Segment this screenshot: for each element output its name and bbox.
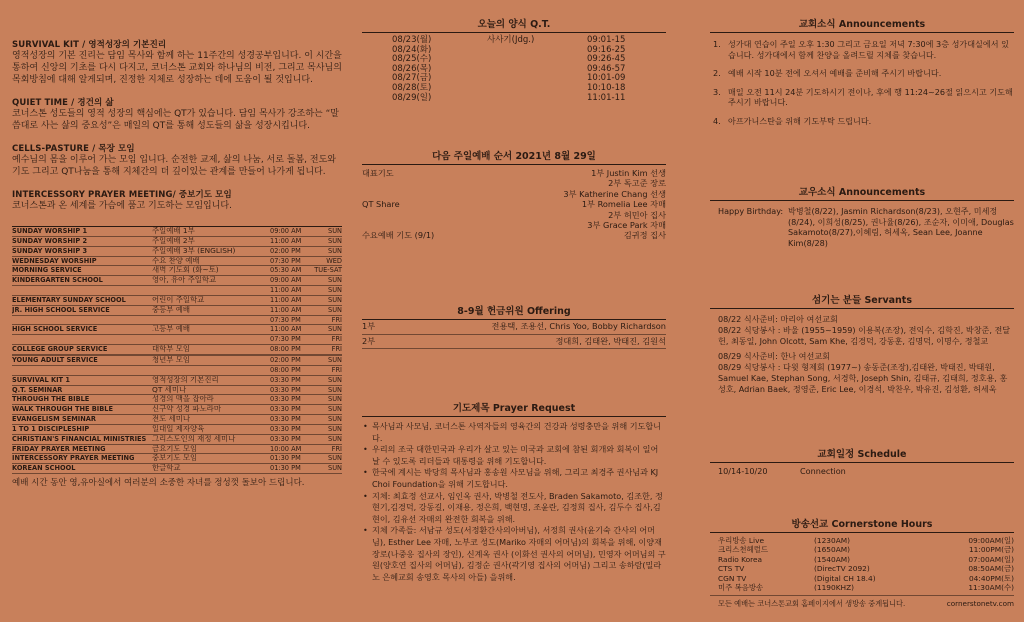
worship-row	[362, 230, 666, 240]
service-time: 07:30 PM	[270, 256, 301, 265]
service-time: 07:30 PM	[270, 315, 301, 324]
ministry-column	[12, 0, 342, 622]
service-day: SUN	[328, 415, 342, 424]
service-time: 03:30 PM	[270, 385, 301, 394]
ministry-intro	[12, 38, 342, 212]
schedule-row	[12, 266, 342, 276]
service-name	[12, 316, 152, 325]
service-name: SUNDAY WORSHIP 3	[12, 246, 88, 255]
service-day: SUN	[328, 395, 342, 404]
service-name-korean: QT 세미나	[152, 385, 187, 394]
service-name: 1 TO 1 DISCIPLESHIP	[12, 424, 90, 433]
broadcast-station: Radio Korea	[718, 554, 763, 564]
broadcast-section	[710, 516, 1014, 609]
service-time: 11:00 AM	[270, 286, 302, 295]
schedule-row	[12, 395, 342, 405]
service-name-korean: 새벽 기도회 (화~토)	[152, 266, 219, 275]
broadcast-frequency: (1650AM)	[814, 545, 851, 555]
offering-section	[362, 303, 666, 349]
birthday-label: Happy Birthday:	[718, 206, 784, 216]
service-name-korean	[152, 286, 270, 295]
service-name: COLLEGE GROUP SERVICE	[12, 345, 108, 354]
service-name-korean: 주일예배 3부 (ENGLISH)	[152, 246, 236, 255]
service-day: FRI	[331, 345, 342, 354]
broadcast-time: 09:00AM(일)	[968, 536, 1014, 545]
broadcast-time: 11:30AM(수)	[968, 583, 1014, 593]
worship-role	[362, 210, 452, 220]
qt-row	[362, 94, 666, 104]
servants-title: 섬기는 분들 Servants	[710, 292, 1014, 309]
service-day: FRI	[331, 335, 342, 344]
offering-names: 정대희, 김태완, 박태진, 김원석	[555, 335, 666, 346]
broadcast-frequency: (DirecTV 2092)	[814, 564, 870, 574]
prayer-item: • 목사님과 사모님, 코너스톤 사역자들의 영육간의 건강과 성령충만을 위해 기도합니다.	[362, 421, 666, 444]
broadcast-time: 07:00AM(일)	[968, 554, 1014, 564]
broadcast-frequency: (1540AM)	[814, 554, 851, 564]
ministry-description: 영적성장의 기본 진리는 담임 목사와 함께 하는 11주간의 성경공부입니다. 이 시간을 통하여 신앙의 기초를 다시 다지고, 코너스톤 교회와 하나님의 비전, 그리고 목사님의 목회방침에 대해 알게되며, 진정한 지체로 성장하는 데에 도움이 될 것입니다.	[12, 51, 342, 85]
broadcast-frequency: (1190KHZ)	[814, 583, 855, 593]
servants-line: 08/29 식당봉사 : 다윗 형제회 (1977~) 송동준(조장),김태완, 박태진, 박태원, Samuel Kae, Stephan Song, 서경학, Joseph Shin, 김태규, 김태희, 정호용, 홍성호, Adrian Baek, 정영준, Eric Lee, 이경석, 박찬우, 박유진, 김성환, 허세욱	[718, 362, 1008, 394]
prayer-item: • 우리의 조국 대한민국과 우리가 살고 있는 미국과 교회에 참된 회개와 회복이 일어날 수 있도록 리더들과 대통령을 위해 기도합니다.	[362, 444, 666, 467]
broadcast-row	[710, 574, 1014, 583]
schedule-row	[12, 227, 342, 237]
offering-title: 8-9월 헌금위원 Offering	[362, 303, 666, 320]
broadcast-row	[710, 564, 1014, 573]
service-day: SUN	[328, 424, 342, 433]
broadcast-row	[710, 583, 1014, 592]
service-name: EVANGELISM SEMINAR	[12, 415, 96, 424]
qt-book: 사사기(Jdg.)	[487, 35, 535, 45]
broadcast-time: 04:40PM(토)	[968, 573, 1014, 583]
servants-line: 08/22 식사준비: 마리아 여선교회	[718, 314, 838, 324]
qt-date: 08/29(일)	[392, 92, 432, 103]
worship-person: 1부 Justin Kim 선생	[591, 168, 666, 178]
servants-block	[718, 314, 1014, 346]
worship-role: QT Share	[362, 199, 400, 210]
service-day: SUN	[328, 227, 342, 235]
service-time: 09:00 AM	[270, 276, 302, 285]
service-time: 03:30 PM	[270, 434, 301, 443]
offering-names: 전용택, 조용선, Chris Yoo, Bobby Richardson	[491, 321, 666, 331]
qt-section	[362, 16, 666, 103]
service-name-korean: 일대일 제자양육	[152, 424, 205, 433]
service-name-korean: 어린이 주일학교	[152, 295, 205, 304]
qt-book	[487, 74, 587, 84]
service-day: SUN	[328, 246, 342, 255]
service-name-korean: 영아, 유아 주일학교	[152, 276, 217, 285]
news-text: 아프가니스탄을 위해 기도부탁 드립니다.	[728, 115, 872, 126]
schedule-row	[12, 316, 342, 326]
worship-row	[362, 220, 666, 230]
news-item	[710, 116, 1014, 127]
service-time: 10:00 AM	[270, 444, 302, 453]
qt-verse: 09:01-15	[587, 35, 626, 45]
service-time: 11:00 AM	[270, 325, 302, 334]
news-item	[710, 39, 1014, 60]
service-day: FRI	[331, 315, 342, 324]
schedule-row	[12, 425, 342, 435]
service-time: 11:00 AM	[270, 236, 302, 245]
schedule-row	[12, 356, 342, 366]
worship-person: 2부 허민아 집사	[608, 209, 666, 220]
broadcast-station: 미주 복음방송	[718, 583, 764, 593]
service-time: 05:30 AM	[270, 266, 302, 275]
service-name: KINDERGARTEN SCHOOL	[12, 276, 103, 285]
service-name-korean: 한글학교	[152, 464, 181, 473]
service-day: FRI	[331, 365, 342, 374]
service-name	[12, 286, 152, 295]
schedule-row	[12, 386, 342, 396]
qt-date: 08/24(화)	[392, 44, 432, 55]
offering-row	[362, 335, 666, 350]
schedule-row	[12, 257, 342, 267]
worship-role	[362, 178, 452, 188]
worship-role: 대표기도	[362, 168, 394, 178]
service-name: SURVIVAL KIT 1	[12, 375, 70, 384]
servants-line: 08/22 식당봉사 : 바울 (1955~1959) 이용복(조장), 전익수, 김학진, 박창준, 전달헌, 최동일, John Olcott, Sam Khe, 김경덕, 강동훈, 김명덕, 이명수, 정철교	[718, 324, 1011, 346]
schedule-row	[12, 415, 342, 425]
ministry-description: 코너스톤과 온 세계를 가슴에 품고 기도하는 모임입니다.	[12, 201, 232, 211]
service-time: 11:00 AM	[270, 305, 302, 314]
service-name: ELEMENTARY SUNDAY SCHOOL	[12, 295, 126, 304]
service-name: WALK THROUGH THE BIBLE	[12, 405, 113, 414]
news-number: 2.	[713, 68, 721, 79]
worship-person: 3부 Grace Park 자매	[587, 220, 666, 231]
broadcast-footer: 모든 예배는 코너스톤교회 홈페이지에서 생방송 중계됩니다.	[718, 599, 906, 609]
worship-row	[362, 199, 666, 209]
childcare-note: 예배 시간 동안 영,유아실에서 여러분의 소중한 자녀를 정성껏 돌보아 드립니다.	[12, 478, 305, 489]
service-name-korean: 중등부 예배	[152, 305, 191, 314]
qt-verse: 09:46-57	[587, 63, 626, 74]
news-title: 교회소식 Announcements	[710, 16, 1014, 33]
prayer-item: • 한국에 계시는 박당희 목사님과 홍송원 사모님을 위해, 그리고 최경주 권사님과 KJ Choi Foundation을 위해 기도합니다.	[362, 467, 666, 490]
ministry-heading: SURVIVAL KIT / 영적성장의 기본진리	[12, 40, 167, 50]
broadcast-time: 08:50AM(금)	[968, 564, 1014, 574]
broadcast-url[interactable]: cornerstonetv.com	[946, 599, 1014, 609]
schedule-date: 10/14-10/20	[718, 466, 768, 476]
broadcast-row	[710, 536, 1014, 545]
schedule-row	[12, 454, 342, 464]
birthday-list: 박병철(8/22), Jasmin Richardson(8/23), 오현주, 미세정(8/24), 이희성(8/25), 권나율(8/26), 조순자, 이미애, Douglas Sakamoto(8/27),이혜림, 허세옥, Sean Lee, Joanne Kim(8/28)	[788, 206, 1014, 248]
news-column	[710, 0, 1014, 622]
member-news-section	[710, 184, 1014, 248]
service-day: SUN	[328, 305, 342, 314]
servants-block	[718, 351, 1014, 394]
schedule-row	[12, 276, 342, 286]
members-title: 교우소식 Announcements	[710, 184, 1014, 201]
qt-verse: 10:01-09	[587, 73, 626, 84]
service-name-korean: 전도 세미나	[152, 415, 191, 424]
service-name-korean: 금요기도 모임	[152, 444, 198, 453]
broadcast-frequency: (Digital CH 18.4)	[814, 573, 876, 583]
schedule-row	[12, 366, 342, 376]
service-name-korean	[152, 316, 270, 325]
service-name-korean: 주일예배 1부	[152, 227, 195, 235]
service-day: SUN	[328, 286, 342, 295]
service-name	[12, 335, 152, 344]
ministry-description: 예수님의 몸을 이루어 가는 모임 입니다. 순전한 교제, 삶의 나눔, 서로 돌봄, 전도와 기도 그리고 QT나눔을 통해 지체간의 더 깊이있는 관계를 만들어 나가게 됩니다.	[12, 155, 336, 177]
news-number: 1.	[713, 39, 721, 49]
broadcast-station: 크리스천헤럴드	[718, 545, 768, 555]
worship-person: 김귀정 집사	[623, 230, 666, 241]
service-name-korean: 신구약 성경 파노라마	[152, 405, 221, 414]
broadcast-station: 우리방송 Live	[718, 536, 764, 545]
schedule-row	[12, 247, 342, 257]
qt-verse: 10:10-18	[587, 82, 626, 93]
service-time: 08:00 PM	[270, 365, 301, 374]
worship-person: 2부 독고준 장로	[608, 178, 666, 189]
service-name: THROUGH THE BIBLE	[12, 395, 90, 404]
worship-role	[362, 189, 452, 199]
church-schedule-row	[710, 466, 1014, 477]
service-name-korean: 대학부 모임	[152, 345, 191, 354]
service-name: FRIDAY PRAYER MEETING	[12, 444, 106, 453]
broadcast-time: 11:00PM(금)	[968, 545, 1014, 555]
qt-date: 08/26(목)	[392, 63, 432, 74]
service-time: 02:00 PM	[270, 355, 301, 364]
worship-row	[362, 178, 666, 188]
service-time: 11:00 AM	[270, 295, 302, 304]
prayer-request-section	[362, 400, 666, 583]
church-news-section	[710, 16, 1014, 135]
qt-date: 08/28(토)	[392, 82, 432, 93]
news-number: 4.	[713, 115, 721, 126]
service-time: 01:30 PM	[270, 454, 301, 463]
service-time: 07:30 PM	[270, 335, 301, 344]
news-text: 성가대 연습이 주일 오후 1:30 그리고 금요일 저녁 7:30에 3층 성가대실에서 있습니다. 성가대에서 함께 찬양을 올려드릴 지체를 찾습니다.	[728, 39, 1009, 60]
service-name-korean	[152, 366, 270, 375]
prayer-item: • 지체 가족들: 서남규 성도(서정환간사의아버님), 서정희 권사(윤기숙 간사의 어머님), Esther Lee 자매, 노부코 성도(Mariko 자매의 어머님)의 회복을 위해, 이양재 장로(나중응 집사의 장인), 신계옥 권사 (이화선 권사의 어머님), 민영자 어머님의 구원(양호연 집사의 어머님), 김정순 권사(곽기영 집사의 어머님) 그리고 송하람(밀라노 은혜교회 송영호 목사의 아들) 을위해.	[362, 525, 666, 583]
servants-section	[710, 292, 1014, 395]
broadcast-frequency: (1230AM)	[814, 536, 851, 545]
service-day: WED	[326, 256, 342, 265]
schedule-row	[12, 405, 342, 415]
qt-book	[487, 46, 587, 56]
next-worship-section	[362, 148, 666, 241]
prayer-title: 기도제목 Prayer Request	[362, 400, 666, 417]
worship-person: 3부 Katherine Chang 선생	[563, 188, 666, 199]
service-name-korean: 중보기도 모임	[152, 454, 198, 463]
ministry-heading: CELLS-PASTURE / 목장 모임	[12, 144, 135, 154]
qt-verse: 09:26-45	[587, 54, 626, 65]
service-day: SUN	[328, 385, 342, 394]
broadcast-row	[710, 545, 1014, 554]
service-time: 09:00 AM	[270, 227, 302, 235]
service-name-korean: 영적성장의 기본진리	[152, 375, 219, 384]
qt-date: 08/23(월)	[392, 35, 432, 45]
service-time: 02:00 PM	[270, 246, 301, 255]
news-text: 매일 오전 11시 24분 기도하시기 전이나, 후에 행 11:24~26절 읽으시고 기도해 주시기 바랍니다.	[728, 86, 1013, 108]
servants-line: 08/29 식사준비: 한나 여선교회	[718, 351, 830, 362]
church-schedule-section	[710, 446, 1014, 477]
service-time: 03:30 PM	[270, 424, 301, 433]
broadcast-row	[710, 555, 1014, 564]
service-time: 08:00 PM	[270, 345, 301, 354]
service-time: 03:30 PM	[270, 405, 301, 414]
service-day: SUN	[328, 325, 342, 334]
service-name: SUNDAY WORSHIP 1	[12, 227, 88, 235]
service-name-korean	[152, 335, 270, 344]
service-name-korean: 수요 찬양 예배	[152, 256, 200, 265]
prayer-item: • 지체: 최효정 선교사, 임인옥 권사, 박병철 전도사, Braden Sakamoto, 김조한, 정현기,김경덕, 강동길, 이재용, 정은희, 백현명, 조윤란, 김정희 집사, 김두수 집사,김현이, 김유선 자매의 완전한 회복을 위해.	[362, 491, 666, 526]
service-day: SUN	[328, 295, 342, 304]
worship-column	[362, 0, 666, 622]
service-day: TUE-SAT	[314, 266, 342, 275]
service-name-korean: 고등부 예배	[152, 325, 191, 334]
news-item	[710, 87, 1014, 108]
service-day: SUN	[328, 434, 342, 443]
ministry-description: 코너스톤 성도들의 영적 성장의 핵심에는 QT가 있습니다. 담임 목사가 강조하는 “말씀대로 사는 삶의 중요성”은 매일의 QT를 통해 성도들의 삶을 성장시킵니다.	[12, 109, 339, 131]
worship-row	[362, 210, 666, 220]
service-name	[12, 366, 152, 375]
church-schedule-title: 교회일정 Schedule	[710, 446, 1014, 463]
schedule-row	[12, 335, 342, 345]
schedule-row	[12, 237, 342, 247]
service-day: SUN	[328, 464, 342, 473]
service-name-korean: 그리스도인의 재정 세미나	[152, 434, 236, 443]
qt-book	[487, 65, 587, 75]
worship-role: 수요예배 기도 (9/1)	[362, 230, 435, 241]
qt-title: 오늘의 양식 Q.T.	[362, 16, 666, 33]
offering-service: 1부	[362, 321, 376, 331]
ministry-heading: INTERCESSORY PRAYER MEETING/ 중보기도 모임	[12, 190, 232, 200]
service-name: YOUNG ADULT SERVICE	[12, 355, 98, 364]
qt-date: 08/27(금)	[392, 73, 432, 84]
service-name: HIGH SCHOOL SERVICE	[12, 325, 98, 334]
schedule-row	[12, 464, 342, 474]
worship-row	[362, 189, 666, 199]
service-day: SUN	[328, 276, 342, 285]
service-name-korean: 청년부 모임	[152, 355, 191, 364]
service-time: 03:30 PM	[270, 375, 301, 384]
service-schedule-table	[12, 226, 342, 474]
service-day: FRI	[331, 444, 342, 453]
service-name-korean: 주일예배 2부	[152, 236, 195, 245]
worship-row	[362, 168, 666, 178]
qt-verse: 11:01-11	[587, 92, 626, 103]
service-name-korean: 성경의 맥을 잡아라	[152, 395, 214, 404]
service-time: 03:30 PM	[270, 415, 301, 424]
qt-book	[487, 84, 587, 94]
service-day: SUN	[328, 375, 342, 384]
service-time: 03:30 PM	[270, 395, 301, 404]
service-day: SUN	[328, 454, 342, 463]
schedule-row	[12, 445, 342, 455]
worship-role	[362, 220, 452, 230]
schedule-row	[12, 345, 342, 355]
offering-row	[362, 320, 666, 335]
service-time: 01:30 PM	[270, 464, 301, 473]
worship-person: 1부 Romelia Lee 자매	[581, 199, 666, 210]
schedule-row	[12, 435, 342, 445]
schedule-row	[12, 296, 342, 306]
schedule-row	[12, 325, 342, 335]
broadcast-station: CGN TV	[718, 573, 747, 583]
service-name: MORNING SERVICE	[12, 266, 82, 275]
schedule-event: Connection	[800, 466, 846, 476]
service-name: Q.T. SEMINAR	[12, 385, 63, 394]
service-day: SUN	[328, 236, 342, 245]
news-item	[710, 68, 1014, 79]
service-name: CHRISTIAN'S FINANCIAL MINISTRIES	[12, 434, 147, 443]
broadcast-title: 방송선교 Cornerstone Hours	[710, 516, 1014, 533]
service-name: KOREAN SCHOOL	[12, 464, 76, 473]
schedule-row	[12, 376, 342, 386]
service-name: WEDNESDAY WORSHIP	[12, 256, 97, 265]
schedule-row	[12, 286, 342, 296]
service-day: SUN	[328, 355, 342, 364]
news-number: 3.	[713, 86, 721, 97]
news-text: 예배 시작 10분 전에 오셔서 예배를 준비해 주시기 바랍니다.	[728, 68, 942, 79]
qt-date: 08/25(수)	[392, 54, 432, 65]
schedule-row	[12, 306, 342, 316]
worship-title: 다음 주일예배 순서 2021년 8월 29일	[362, 148, 666, 165]
broadcast-station: CTS TV	[718, 564, 745, 574]
service-name: INTERCESSORY PRAYER MEETING	[12, 454, 135, 463]
ministry-heading: QUIET TIME / 경건의 삶	[12, 98, 114, 108]
qt-verse: 09:16-25	[587, 44, 626, 55]
qt-book	[487, 94, 587, 104]
service-name: SUNDAY WORSHIP 2	[12, 236, 88, 245]
service-day: SUN	[328, 405, 342, 414]
service-name: JR. HIGH SCHOOL SERVICE	[12, 305, 110, 314]
qt-book	[487, 55, 587, 65]
offering-service: 2부	[362, 335, 376, 346]
